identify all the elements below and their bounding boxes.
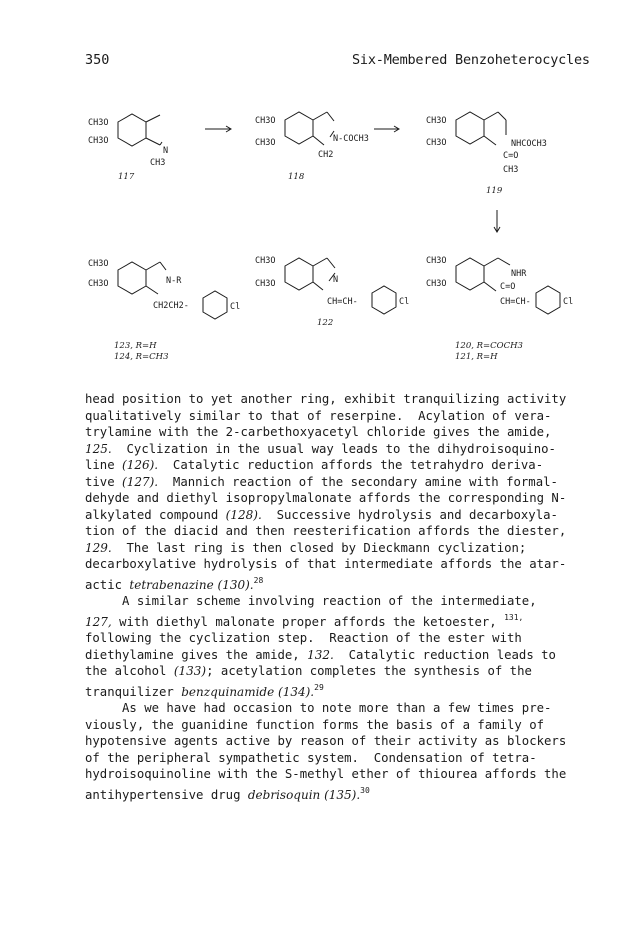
structure-119 [456,112,506,145]
svg-text:Cl: Cl [563,297,574,307]
svg-text:CH=CH-: CH=CH- [500,297,531,307]
svg-text:CH2: CH2 [318,150,334,160]
svg-text:NHR: NHR [511,269,527,279]
body-text [85,391,585,803]
svg-text:CH3O: CH3O [88,136,109,146]
reaction-scheme [0,95,642,365]
svg-text:CH3: CH3 [503,165,519,175]
svg-text:CH3O: CH3O [426,116,447,126]
svg-text:118: 118 [288,172,305,182]
svg-text:CH3O: CH3O [88,279,109,289]
text-line: decarboxylative hydrolysis of that intermediate affords the atar- [85,557,567,571]
text-line: dehyde and diethyl isopropylmalonate affords the corresponding N- [85,491,567,505]
page-number: 350 [85,52,110,68]
text-line: alkylated compound (128). Successive hydrolysis and decarboxyla- [85,507,558,522]
svg-text:123, R=H: 123, R=H [114,341,157,351]
svg-text:CH3O: CH3O [255,138,276,148]
svg-text:CH3O: CH3O [255,256,276,266]
svg-text:122: 122 [317,318,334,328]
text-line: 129. The last ring is then closed by Dieckmann cyclization; [85,540,527,555]
text-line: qualitatively similar to that of reserpine. Acylation of vera- [85,408,552,423]
svg-text:N: N [333,275,339,285]
scheme-labels [88,116,573,362]
text-line: following the cyclization step. Reaction of the ester with [85,631,522,645]
structure-117 [118,114,162,146]
svg-text:121, R=H: 121, R=H [455,352,498,362]
text-line: tive (127). Mannich reaction of the secondary amine with formal- [85,474,558,489]
text-line: the alcohol (133); acetylation completes the synthesis of the [85,664,532,678]
structure-118 [285,112,334,145]
svg-text:CH3O: CH3O [255,279,276,289]
text-line: A similar scheme involving reaction of the intermediate, [85,594,537,608]
svg-text:CH3O: CH3O [426,256,447,266]
text-line: 125. Cyclization in the usual way leads to the dihydroisoquino- [85,441,556,456]
svg-text:NHCOCH3: NHCOCH3 [511,139,547,149]
text-line: 127, with diethyl malonate proper affords the ketoester, $^{131,}$ [85,612,524,629]
svg-text:N: N [163,146,169,156]
svg-text:N-COCH3: N-COCH3 [333,134,369,144]
text-line: antihypertensive drug debrisoquin (135).$^{30}$ [85,785,370,802]
svg-text:Cl: Cl [230,302,241,312]
svg-text:CH3O: CH3O [255,116,276,126]
text-line: hydroisoquinoline with the S-methyl ether of thiourea affords the [85,767,567,781]
svg-text:CH3O: CH3O [426,138,447,148]
running-title: Six-Membered Benzoheterocycles [352,52,590,68]
text-line: line (126). Catalytic reduction affords the tetrahydro deriva- [85,458,544,472]
text-line: of the peripheral sympathetic system. Condensation of tetra- [85,750,537,765]
svg-text:120, R=COCH3: 120, R=COCH3 [455,341,523,351]
svg-text:C=O: C=O [500,282,516,292]
text-line: tion of the diacid and then reesterification affords the diester, [85,524,567,538]
svg-text:CH=CH-: CH=CH- [327,297,358,307]
svg-text:N-R: N-R [166,276,182,286]
text-line: head position to yet another ring, exhibit tranquilizing activity [85,392,567,406]
svg-text:CH3O: CH3O [88,259,109,269]
text-line: As we have had occasion to note more than a few times pre- [85,701,552,715]
svg-text:CH2CH2-: CH2CH2- [153,301,189,311]
svg-text:C=O: C=O [503,151,519,161]
text-line: hypotensive agents active by reason of their activity as blockers [85,734,567,748]
text-line: tranquilizer benzquinamide (134).$^{29}$ [85,682,324,699]
text-line: actic tetrabenazine (130).$^{28}$ [85,575,264,592]
svg-text:117: 117 [118,172,135,182]
svg-text:119: 119 [486,186,503,196]
svg-text:CH3O: CH3O [426,279,447,289]
text-line: viously, the guanidine function forms the basis of a family of [85,717,545,732]
svg-text:CH3: CH3 [150,158,166,168]
svg-text:CH3O: CH3O [88,118,109,128]
svg-text:124, R=CH3: 124, R=CH3 [114,352,169,362]
text-line: trylamine with the 2-carbethoxyacetyl chloride gives the amide, [85,425,552,439]
svg-text:Cl: Cl [399,297,410,307]
text-line: diethylamine gives the amide, 132. Catalytic reduction leads to [85,647,556,662]
